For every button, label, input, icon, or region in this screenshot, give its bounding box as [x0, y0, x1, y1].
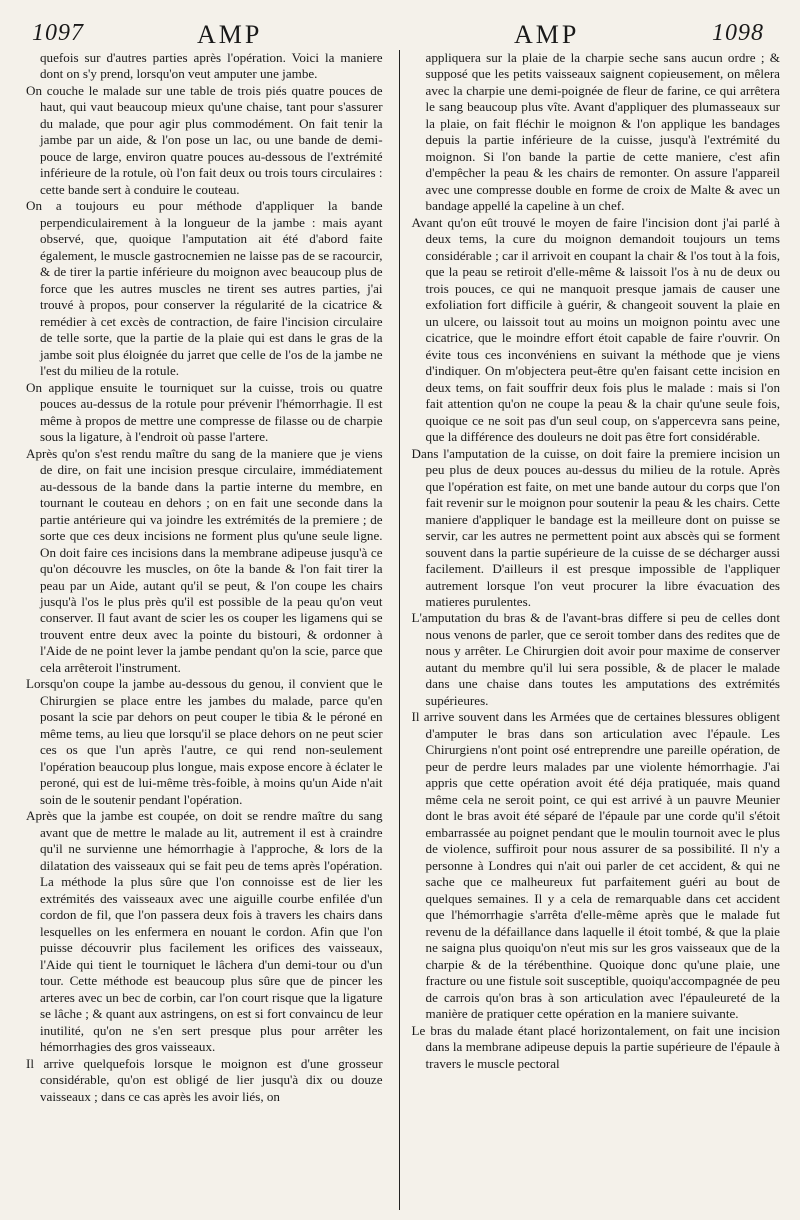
- paragraph: Avant qu'on eût trouvé le moyen de faire l'incision dont j'ai parlé à deux tems, la cure du moignon demandoit toujours un tems considérable ; car il arrivoit en coupant la chair & l'os tout à la fois, que la peau se retiroit d'elle-même & laissoit l'os à nu de deux ou trois pouces, ce qui ne manquoit presque jamais de causer une exfoliation fort difficile à guérir, & changeoit souvent la plaie en un ulcere, ou laissoit tout au moins un moignon pointu avec une cicatrice, que le moindre effort étoit capable de faire r'ouvrir. On évite tous ces inconvéniens en suivant la méthode que je viens d'indiquer. On m'objectera peut-être qu'en faisant cette incision en deux tems, on fait souffrir deux fois plus le malade : mais si l'on fait attention qu'on ne coupe la peau & la chair qu'une seule fois, quoique ce ne soit pas d'un seul coup, on s'appercevra sans peine, que la différence des douleurs ne doit pas être fort considérable.: [411, 214, 780, 445]
- paragraph: appliquera sur la plaie de la charpie seche sans aucun ordre ; & supposé que les petits vaisseaux saignent copieusement, on mêlera avec la charpie une demi-poignée de fleur de farine, ce qui arrêtera le sang beaucoup plus vîte. Avant d'appliquer des plumasseaux sur la plaie, on fait fléchir le moignon & l'on applique les bandages depuis la partie inférieure de la cuisse, jusqu'à l'extrémité du moignon. Si l'on bande la partie de cette maniere, c'est afin d'empêcher la peau & les chairs de remonter. On assure l'appareil avec une compresse double en forme de croix de Malte & avec un bandage appellé la capeline à un chef.: [425, 50, 780, 214]
- paragraph: On couche le malade sur une table de trois piés quatre pouces de haut, qui vaut beaucoup mieux qu'une chaise, tant pour s'assurer du malade, que pour agir plus commodément. On fait tenir la jambe par un aide, & l'on pose un lac, ou une bande de demi-pouce de large, environ quatre pouces au-dessous de l'extrémité inférieure de la rotule, où l'on fait deux ou trois tours circulaires : cette bande sert à conduire le couteau.: [26, 82, 383, 197]
- left-column: [26, 50, 395, 1210]
- right-column: [408, 50, 780, 1210]
- paragraph: Lorsqu'on coupe la jambe au-dessous du genou, il convient que le Chirurgien se place entre les jambes du malade, parce qu'en posant la scie par dehors on peut couper le tibia & le péroné en même tems, au lieu que lorsqu'il se place dehors on ne peut scier ces os que l'un après l'autre, ce qui rend non-seulement l'opération beaucoup plus longue, mais expose encore à éclater le peroné, qui est de lui-même très-foible, à moins qu'un Aide n'ait soin de le soutenir pendant l'opération.: [26, 676, 383, 807]
- catchword-left: AMP: [197, 20, 263, 49]
- paragraph: quefois sur d'autres parties après l'opération. Voici la maniere dont on s'y prend, lorsqu'on veut amputer une jambe.: [40, 50, 383, 82]
- paragraph: Dans l'amputation de la cuisse, on doit faire la premiere incision un peu plus de deux pouces au-dessus du milieu de la rotule. Après que l'opération est faite, on met une bande autour du corps que l'on fait revenir sur le moignon pour soutenir la peau & les chairs. Cette maniere d'appliquer le bandage est la meilleure dont on puisse se servir, car les autres ne permettent point aux abscès qui se forment souvent dans la partie supérieure de la cuisse de se décharger aussi facilement. D'ailleurs il est presque impossible de l'appliquer autrement lorsque l'on veut procurer la libre évacuation des matieres purulentes.: [411, 445, 780, 609]
- catchword-right: AMP: [514, 20, 580, 49]
- paragraph: Il arrive souvent dans les Armées que de certaines blessures obligent d'amputer le bras dans son articulation avec l'épaule. Les Chirurgiens n'ont point osé entreprendre une pareille opération, de peur de perdre leurs malades par une violente hémorrhagie. J'ai appris que cette opération avoit été déja pratiquée, mais quand même cela ne seroit point, ce qui est arrivé à un pauvre Meunier dont le bras avoit été séparé de l'épaule par une corde qu'il s'étoit embarrassée au poignet pendant que le moulin tournoit avec le plus de violence, suffiroit pour nous assurer de sa possibilité. Il n'y a personne à Londres qui n'ait oui parler de cet accident, & qui ne sache que ce malheureux fut parfaitement guéri au bout de quelques semaines. Il y a cela de remarquable dans cet accident que l'hémorrhagie s'arrêta d'elle-même après que le malade fut revenu de la défaillance dans laquelle il étoit tombé, & que la plaie ne saigna plus quoiqu'on n'eut mis sur les gros vaisseaux que de la charpie & de la térébenthine. Quoique donc qu'une plaie, une fracture ou une fistule soit susceptible, quoiqu'accompagnée de peu de carrois qu'on bras à son articulation avec l'épauleureté de la manière de pratiquer cette opération en la maniere suivante.: [411, 709, 780, 1022]
- paragraph: Le bras du malade étant placé horizontalement, on fait une incision dans la membrane adipeuse depuis la partie supérieure de l'épaule à travers le muscle pectoral: [411, 1022, 780, 1071]
- page-number-left: 1097: [32, 20, 84, 46]
- text-columns: [26, 50, 780, 1210]
- page-number-right: 1098: [712, 20, 764, 46]
- column-divider: [399, 50, 400, 1210]
- running-header: [22, 14, 782, 54]
- paragraph: On a toujours eu pour méthode d'appliquer la bande perpendiculairement à la longueur de la jambe : mais ayant observé, que, quoique l'amputation ait été d'abord faite également, le muscle gastrocnemien ne laisse pas de se racourcir, & de tirer la partie inférieure du moignon avec beaucoup plus de force que les autres muscles ne tirent ses autres parties, j'ai trouvé à propos, pour conserver la régularité de la cicatrice & remédier à cet excès de contraction, de faire l'incision circulaire de telle sorte, que la partie de la plaie qui est dans le gras de la jambe soit plus éloignée du jarret que celle de l'os de la jambe ne l'est du milieu de la rotule.: [26, 198, 383, 379]
- paragraph: Après qu'on s'est rendu maître du sang de la maniere que je viens de dire, on fait une incision presque circulaire, immédiatement au-dessous de la bande dans la partie interne du membre, en tournant le couteau en dehors ; on en fait une seconde dans la partie antérieure qui va joindre les extrémités de la premiere ; de sorte que ces deux incisions ne forment plus qu'une seule ligne. On doit faire ces incisions dans la membrane adipeuse jusqu'à ce qu'on découvre les muscles, on ôte la bande & l'on fait tirer la peau par un Aide, autant qu'il se peut, & l'on coupe les chairs jusqu'à l'os le plus près qu'il est possible de la peau qu'on veut conserver. Il faut avant de scier les os couper les ligamens qui se trouvent entre deux avec la pointe du bistouri, & ordonner à l'Aide de ne point lever la jambe pendant qu'on la scie, parce que cela arrêteroit l'instrument.: [26, 445, 383, 675]
- paragraph: L'amputation du bras & de l'avant-bras differe si peu de celles dont nous venons de parler, que ce seroit tomber dans des redites que de nous y arrêter. Le Chirurgien doit avoir pour maxime de conserver autant du membre qu'il lui sera possible, & de placer le malade dans une chaise dans toutes les amputations des extrémités supérieures.: [411, 610, 780, 708]
- paragraph: Il arrive quelquefois lorsque le moignon est d'une grosseur considérable, qu'on est obligé de lier jusqu'à dix ou douze vaisseaux ; dans ce cas après les avoir liés, on: [26, 1055, 383, 1104]
- paragraph: Après que la jambe est coupée, on doit se rendre maître du sang avant que de mettre le malade au lit, autrement il est à craindre qu'il ne survienne une hémorrhagie à l'approche, & lors de la dilatation des vaisseaux qui se fait peu de tems après l'opération. La méthode la plus sûre que l'on connoisse est de lier les extrémités des vaisseaux avec une aiguille courbe enfilée d'un cordon de fil, que l'on passera deux fois à travers les chairs dans lesquelles on les enfermera en nouant le cordon. Afin que l'on puisse découvrir plus facilement les orifices des vaisseaux, l'Aide qui tient le tourniquet le lâchera d'un demi-tour ou d'un tour. Cette méthode est beaucoup plus sûre que de pincer les arteres avec un bec de corbin, car l'on court risque que la ligature se lâche ; & quant aux astringens, on est si fort convaincu de leur inutilité, qu'on ne s'en sert presque plus pour arrêter les hémorrhagies des gros vaisseaux.: [26, 808, 383, 1055]
- paragraph: On applique ensuite le tourniquet sur la cuisse, trois ou quatre pouces au-dessus de la rotule pour prévenir l'hémorrhagie. Il est même à propos de mettre une compresse de filasse ou de charpie sous la ligature, à l'endroit où passe l'artere.: [26, 379, 383, 445]
